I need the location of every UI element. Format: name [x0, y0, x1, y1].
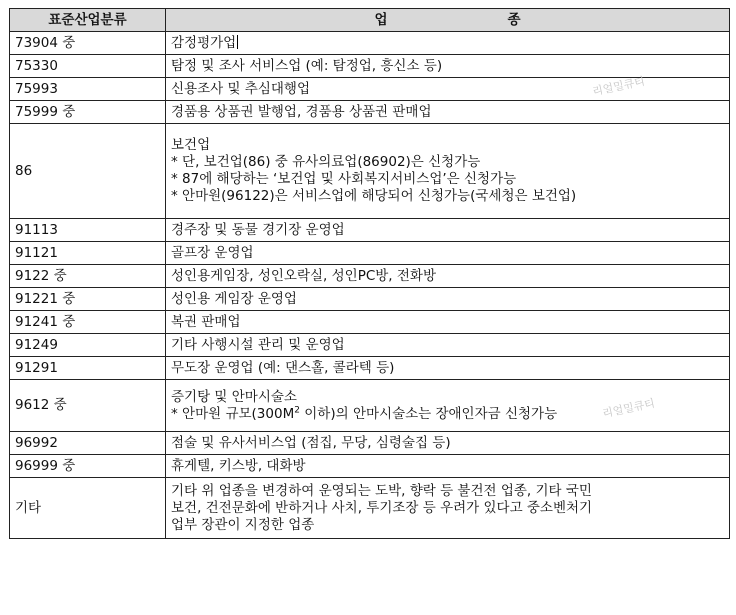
table-row [10, 242, 730, 265]
table-row [10, 124, 730, 219]
row-industry: 증기탕 및 안마시술소 * 안마원 규모($300M^2$ 이하)의 안마시술소는 장애인자금 신청가능 [166, 380, 730, 432]
row-code: 91121 [10, 242, 166, 265]
row-industry: 탐정 및 조사 서비스업 (예: 탐정업, 흥신소 등) [166, 55, 730, 78]
watermark: 리얼밀큐티 [591, 74, 647, 99]
row-code: 91221 중 [10, 288, 166, 311]
header-code: 표준산업분류 [10, 9, 166, 32]
row-code: 91113 [10, 219, 166, 242]
table-row [10, 311, 730, 334]
watermark: 리얼밀큐티 [601, 396, 657, 421]
row-code: 기타 [10, 478, 166, 539]
row-industry: 경주장 및 동물 경기장 운영업 [166, 219, 730, 242]
row-code: 75993 [10, 78, 166, 101]
table-row [10, 32, 730, 55]
row-code: 75330 [10, 55, 166, 78]
row-industry: 무도장 운영업 (예: 댄스홀, 콜라텍 등) [166, 357, 730, 380]
row-industry: 기타 위 업종을 변경하여 운영되는 도박, 향락 등 불건전 업종, 기타 국민 보건, 건전문화에 반하거나 사치, 투기조장 등 우려가 있다고 중소벤처기 업부 장관이 지정한 업종 [166, 478, 730, 539]
row-code: 86 [10, 124, 166, 219]
table-row [10, 432, 730, 455]
row-code: 73904 중 [10, 32, 166, 55]
row-code: 9122 중 [10, 265, 166, 288]
row-industry: 휴게텔, 키스방, 대화방 [166, 455, 730, 478]
header-industry: 업 종 [166, 9, 730, 32]
table-row [10, 357, 730, 380]
row-industry: 복권 판매업 [166, 311, 730, 334]
row-industry: 감정평가업 [166, 32, 730, 55]
table-row [10, 265, 730, 288]
table-row [10, 288, 730, 311]
row-industry: 신용조사 및 추심대행업 [166, 78, 730, 101]
row-code: 91241 중 [10, 311, 166, 334]
table-row [10, 478, 730, 539]
table-row [10, 55, 730, 78]
text-cursor [237, 35, 238, 49]
row-code: 96999 중 [10, 455, 166, 478]
row-code: 96992 [10, 432, 166, 455]
table-row [10, 219, 730, 242]
row-industry: 보건업 * 단, 보건업(86) 중 유사의료업(86902)은 신청가능 * 87에 해당하는 ‘보건업 및 사회복지서비스업’은 신청가능 * 안마원(96122)은 서비스업에 해당되어 신청가능(국세청은 보건업) [166, 124, 730, 219]
table-row [10, 101, 730, 124]
row-industry: 점술 및 유사서비스업 (점집, 무당, 심령술집 등) [166, 432, 730, 455]
row-code: 91249 [10, 334, 166, 357]
row-code: 75999 중 [10, 101, 166, 124]
row-industry: 골프장 운영업 [166, 242, 730, 265]
row-industry: 성인용게임장, 성인오락실, 성인PC방, 전화방 [166, 265, 730, 288]
table-row [10, 334, 730, 357]
row-industry: 경품용 상품권 발행업, 경품용 상품권 판매업 [166, 101, 730, 124]
row-code: 9612 중 [10, 380, 166, 432]
row-industry: 기타 사행시설 관리 및 운영업 [166, 334, 730, 357]
row-industry: 성인용 게임장 운영업 [166, 288, 730, 311]
row-code: 91291 [10, 357, 166, 380]
table-row [10, 455, 730, 478]
